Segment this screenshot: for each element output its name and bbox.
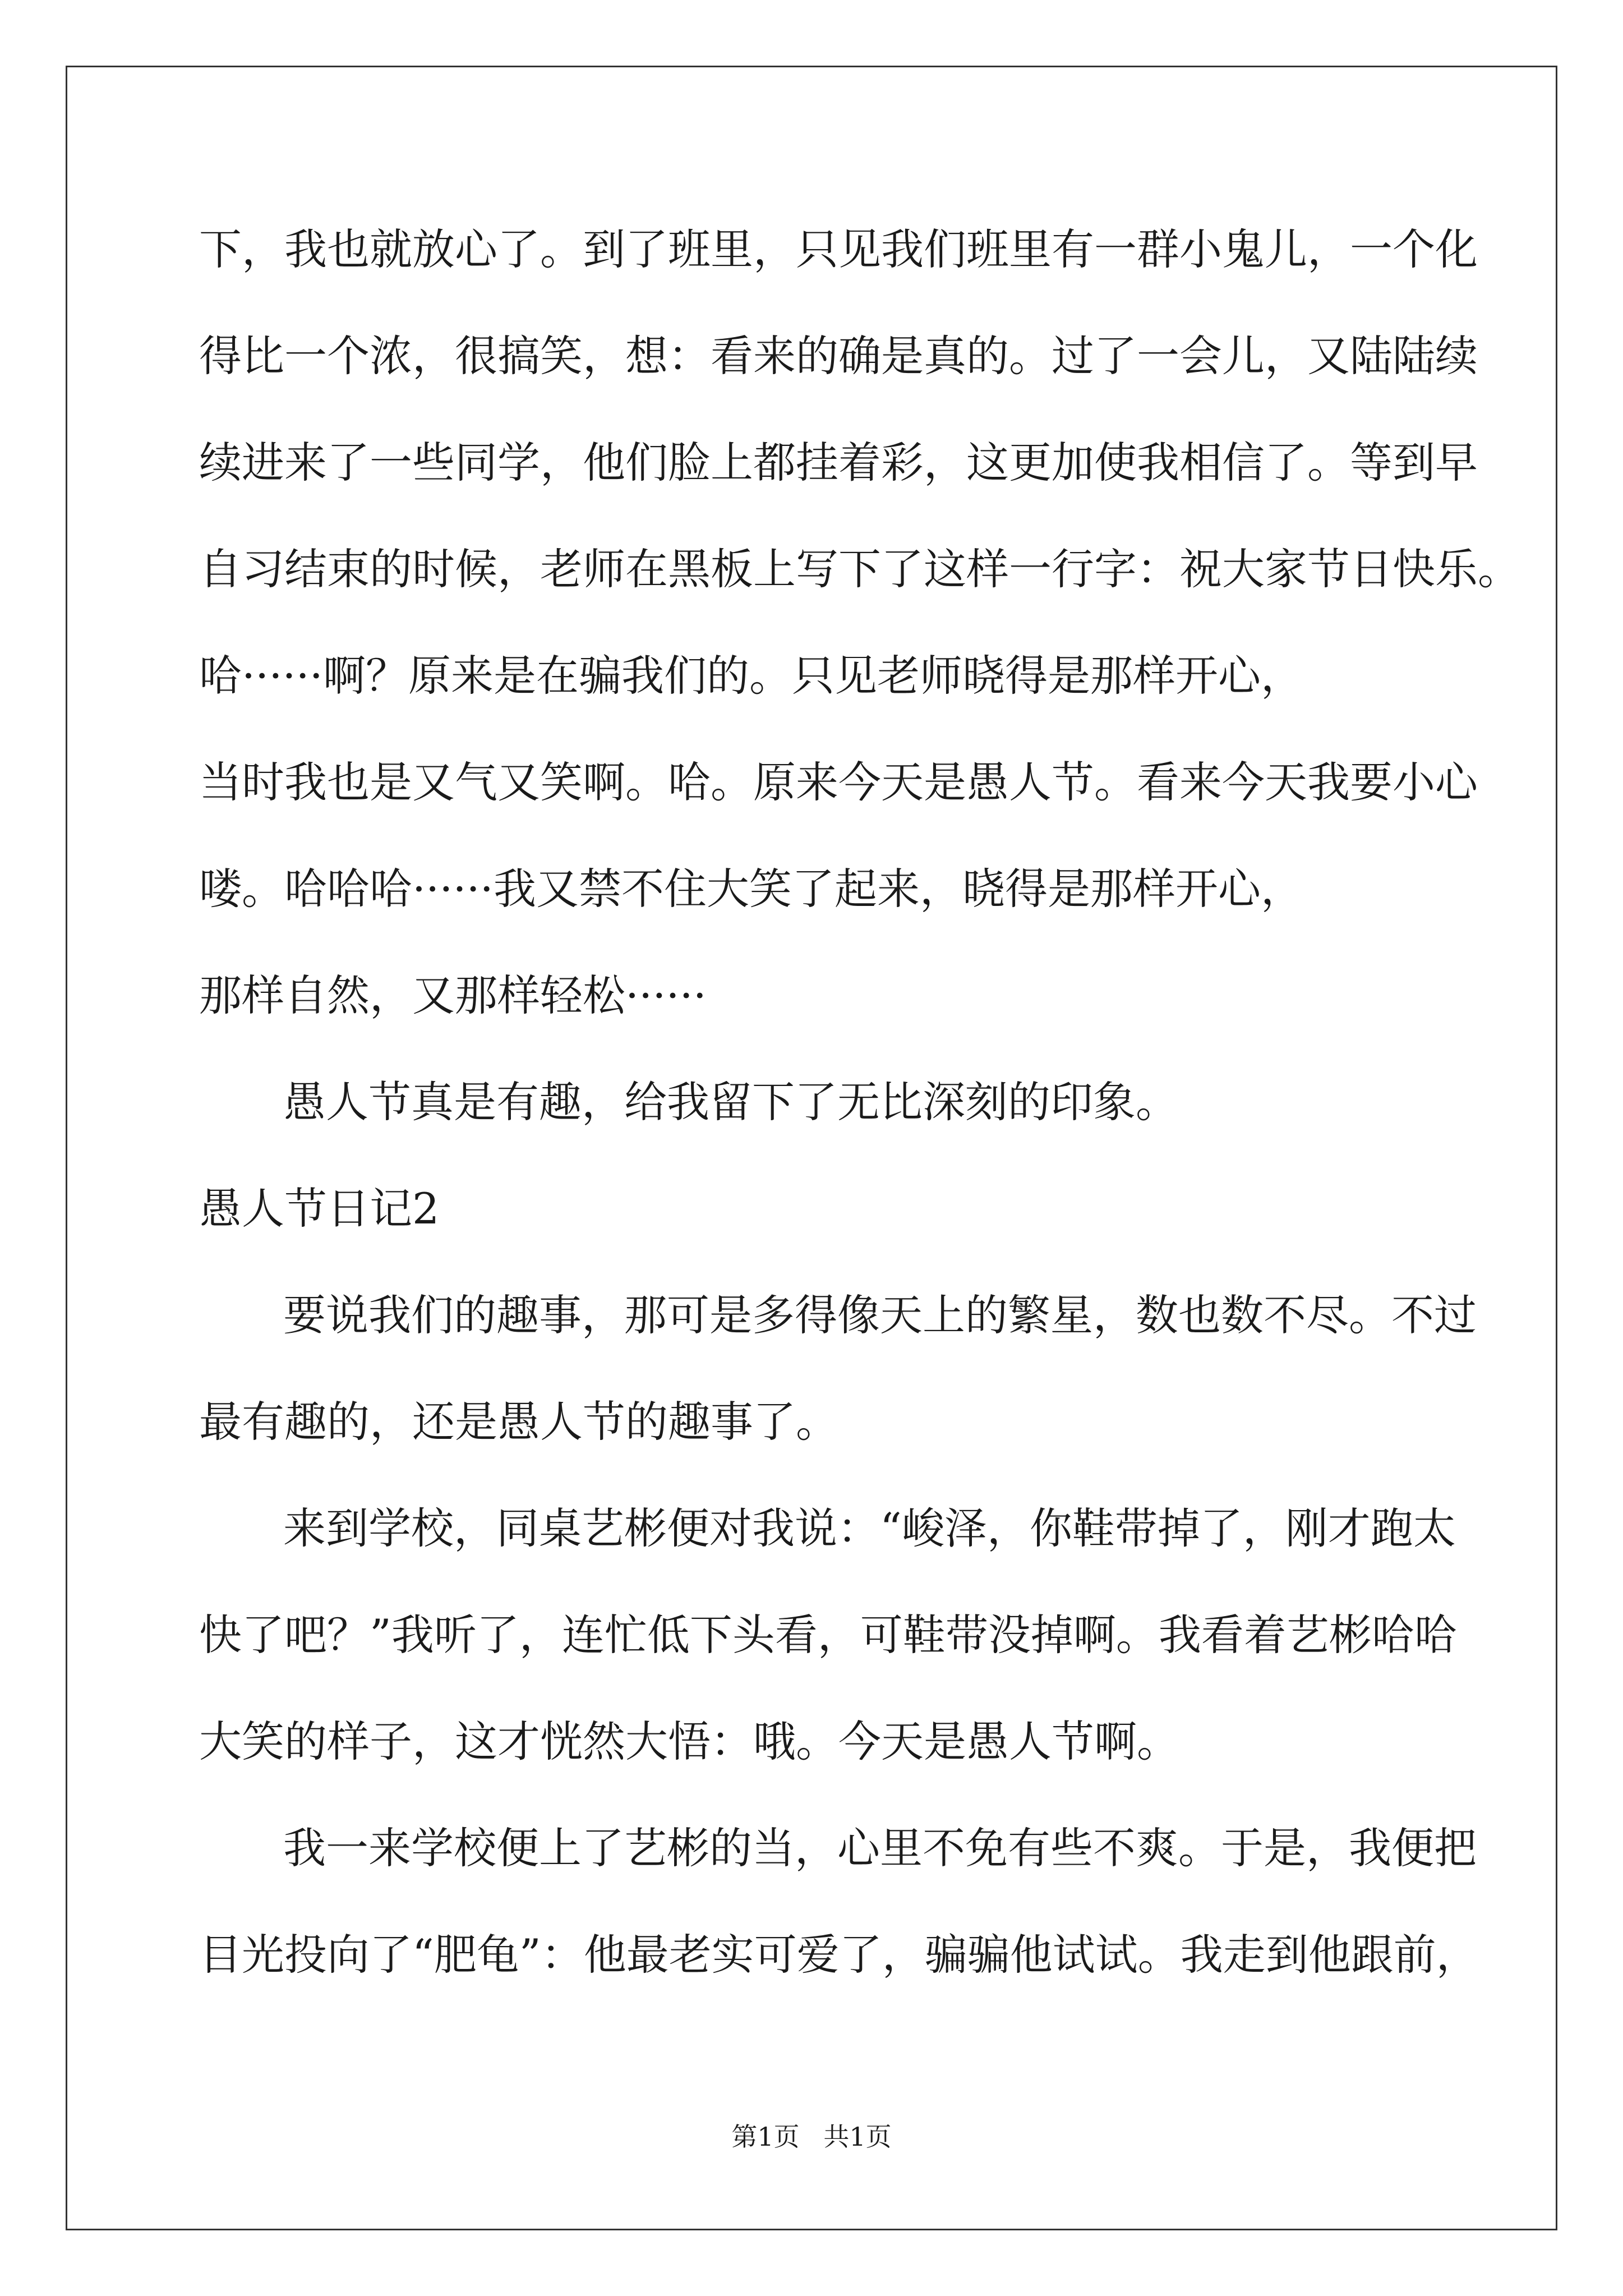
text-line: 续进来了一些同学，他们脸上都挂着彩，这更加使我相信了。等到早: [199, 438, 1478, 487]
paragraph-line: 要说我们的趣事，那可是多得像天上的繁星，数也数不尽。不过: [283, 1290, 1477, 1340]
paragraph-line: 愚人节真是有趣，给我留下了无比深刻的印象。: [283, 1077, 1178, 1127]
text-line: 目光投向了“肥龟”：他最老实可爱了，骗骗他试试。我走到他跟前，: [199, 1930, 1479, 1980]
page-footer: [0, 2116, 1623, 2154]
page-number-current: 第1页: [731, 2122, 800, 2152]
document-body: [199, 208, 1520, 2019]
text-line: 快了吧？”我听了，连忙低下头看，可鞋带没掉啊。我看着艺彬哈哈: [199, 1610, 1457, 1660]
text-line: 当时我也是又气又笑啊。哈。原来今天是愚人节。看来今天我要小心: [199, 757, 1478, 807]
text-line: 那样自然，又那样轻松······: [199, 970, 707, 1020]
section-heading: 愚人节日记2: [199, 1184, 440, 1234]
paragraph-line: 我一来学校便上了艺彬的当，心里不免有些不爽。于是，我便把: [283, 1823, 1477, 1873]
text-line: 自习结束的时候，老师在黑板上写下了这样一行字：祝大家节日快乐。: [199, 544, 1520, 594]
text-line: 哈······啊？原来是在骗我们的。只见老师晓得是那样开心，: [199, 651, 1303, 701]
text-line: 大笑的样子，这才恍然大悟：哦。今天是愚人节啊。: [199, 1717, 1179, 1766]
text-line: 喽。哈哈哈······我又禁不住大笑了起来，晓得是那样开心，: [199, 864, 1303, 914]
paragraph-line: 来到学校，同桌艺彬便对我说：“峻泽，你鞋带掉了，刚才跑太: [283, 1503, 1456, 1553]
text-line: 下，我也就放心了。到了班里，只见我们班里有一群小鬼儿，一个化: [199, 224, 1478, 274]
text-line: 得比一个浓，很搞笑，想：看来的确是真的。过了一会儿，又陆陆续: [199, 331, 1478, 381]
page-number-total: 共1页: [823, 2122, 892, 2152]
text-line: 最有趣的，还是愚人节的趣事了。: [199, 1397, 838, 1447]
